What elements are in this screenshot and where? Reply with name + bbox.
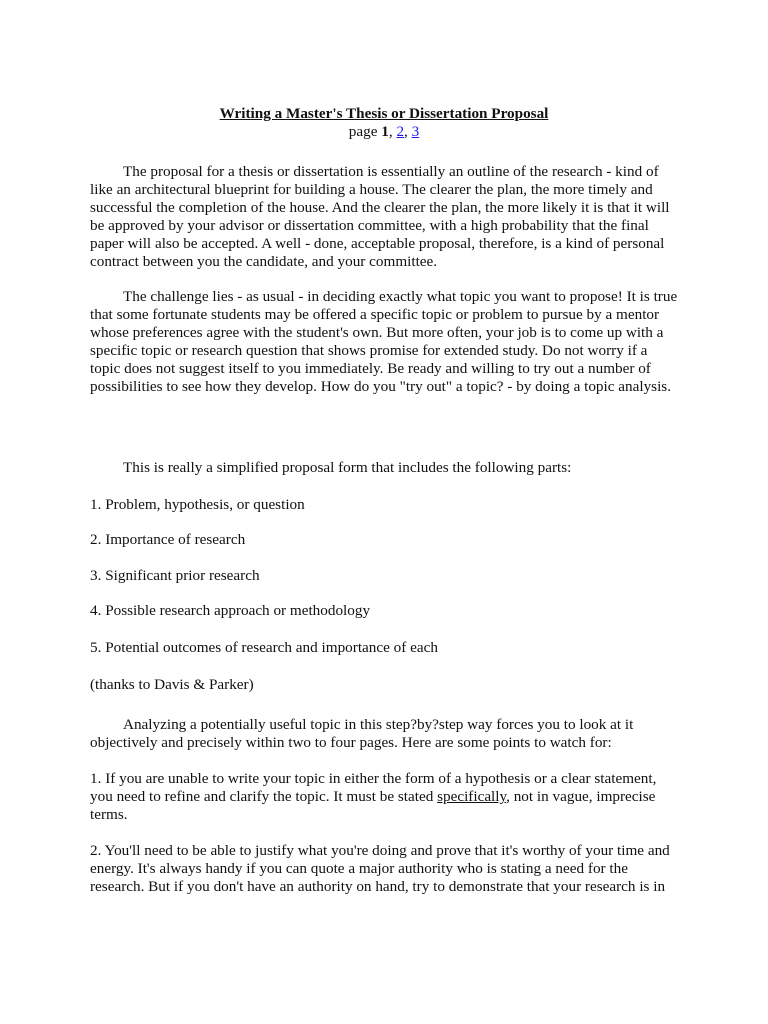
document-title: Writing a Master's Thesis or Dissertation Proposal [219,105,549,122]
part-item-3: 3. Significant prior research [90,567,260,584]
page-nav-sep: , [388,123,397,140]
point-1-text-before: 1. If you are unable to write your topic in either the form of a hypothesis or a clear statement, you need to refine and clarify the topic. It must be stated [90,770,657,805]
part-item-2: 2. Importance of research [90,531,246,548]
part-item-1: 1. Problem, hypothesis, or question [90,496,305,513]
credit-line: (thanks to Davis & Parker) [90,676,254,693]
point-1-emphasis: specifically [437,788,507,805]
point-1-text-after: , not in vague, imprecise terms. [90,788,656,823]
page-link-3[interactable]: 3 [411,123,420,140]
page-nav-prefix: page [348,123,382,140]
form-intro: This is really a simplified proposal form that includes the following parts: [123,459,572,476]
page-link-2[interactable]: 2 [396,123,405,140]
header [0,105,768,141]
point-2: 2. You'll need to be able to justify what you're doing and prove that it's worthy of your time and energy. It's always handy if you can quote a major authority who is stating a need for the research. But if you don't have an authority on hand, try to demonstrate that your research is in [90,842,670,895]
page-nav-sep: , [404,123,412,140]
analysis-paragraph: Analyzing a potentially useful topic in this step?by?step way forces you to look at it objectively and precisely within two to four pages. Here are some points to watch for: [90,716,634,751]
point-1 [90,770,680,824]
current-page: 1 [381,123,389,140]
part-item-4: 4. Possible research approach or methodology [90,602,371,619]
intro-paragraph-2: The challenge lies - as usual - in deciding exactly what topic you want to propose! It is true that some fortunate students may be offered a specific topic or problem to pursue by a mentor whose preferences agree with the student's own. But more often, your job is to come up with a specific topic or research question that shows promise for extended study. Do not worry if a topic does not suggest itself to you immediately. Be ready and willing to try out a number of possibilities to see how they develop. How do you "try out" a topic? - by doing a topic analysis. [90,288,678,395]
intro-paragraph-1: The proposal for a thesis or dissertation is essentially an outline of the research - kind of like an architectural blueprint for building a house. The clearer the plan, the more timely and successful the completion of the house. And the clearer the plan, the more likely it is that it will be approved by your advisor or dissertation committee, with a high probability that the final paper will also be accepted. A well - done, acceptable proposal, therefore, is a kind of personal contract between you the candidate, and your committee. [90,163,670,270]
page-navigation [0,123,768,141]
part-item-5: 5. Potential outcomes of research and importance of each [90,639,438,656]
